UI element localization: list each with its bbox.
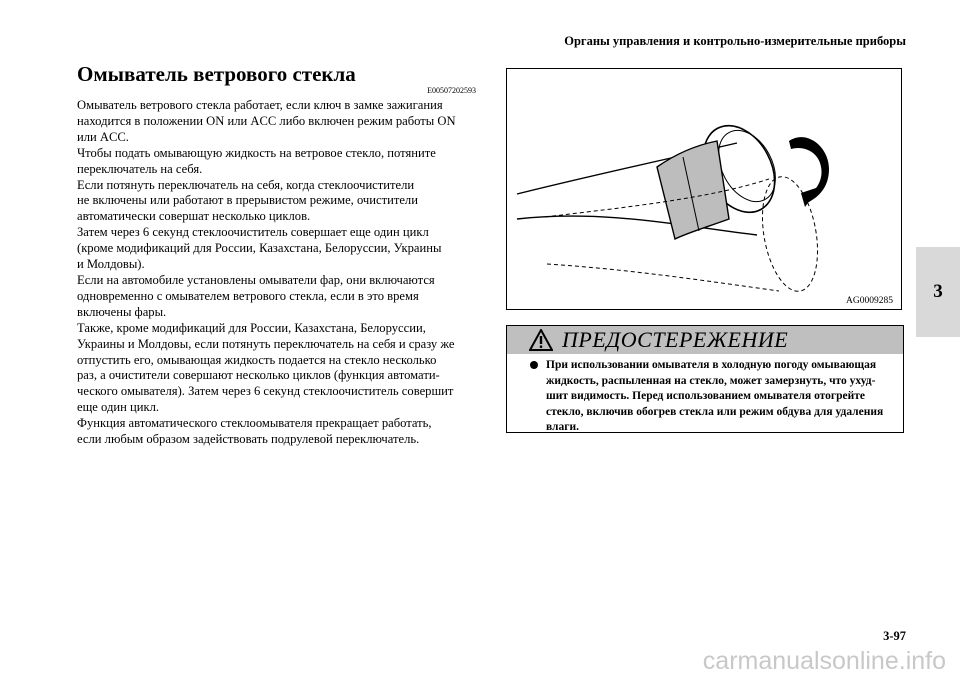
body-line: Украины и Молдовы, если потянуть переключатель на себя и сразу же	[77, 336, 455, 351]
body-line: ческого омывателя). Затем через 6 секунд стеклоочиститель совершит	[77, 384, 454, 399]
chapter-number: 3	[933, 281, 943, 302]
body-line: или ACC.	[77, 129, 129, 144]
bullet-icon	[530, 361, 538, 369]
body-line: еще один цикл.	[77, 400, 160, 415]
warning-line: При использовании омывателя в холодную погоду омывающая	[546, 359, 877, 371]
page-number: 3-97	[883, 629, 906, 643]
body-line: Также, кроме модификаций для России, Казахстана, Белоруссии,	[77, 320, 426, 335]
body-line: Затем через 6 секунд стеклоочиститель совершает еще один цикл	[77, 225, 429, 240]
body-line: включены фары.	[77, 304, 167, 319]
body-line: одновременно с омывателем ветрового стекла, если в это время	[77, 288, 419, 303]
body-line: Если потянуть переключатель на себя, когда стеклоочистители	[77, 177, 415, 192]
warning-line: шит видимость. Перед использованием омывателя отогрейте	[546, 390, 866, 403]
body-line: раз, а очистители совершают несколько циклов (функция автомати-	[77, 368, 440, 383]
body-line: не включены или работают в прерывистом режиме, очистители	[77, 193, 418, 208]
section-header: Органы управления и контрольно-измерительные приборы	[564, 34, 906, 48]
wiper-lever-figure	[506, 68, 902, 310]
body-line: (кроме модификаций для России, Казахстана, Белоруссии, Украины	[77, 241, 442, 256]
body-line: и Молдовы).	[77, 257, 145, 272]
chapter-tab	[916, 247, 960, 337]
warning-title: ПРЕДОСТЕРЕЖЕНИЕ	[562, 327, 789, 352]
body-line: Если на автомобиле установлены омыватели фар, они включаются	[77, 272, 435, 287]
body-line: если любым образом задействовать подрулевой переключатель.	[77, 432, 420, 447]
body-line: переключатель на себя.	[77, 161, 203, 176]
body-line: отпустить его, омывающая жидкость подается на стекло несколько	[77, 352, 437, 367]
article-title: Омыватель ветрового стекла	[77, 62, 356, 86]
body-line: Функция автоматического стеклоомывателя прекращает работать,	[77, 416, 432, 431]
warning-line: влаги.	[546, 421, 579, 434]
body-line: автоматически совершат несколько циклов.	[77, 209, 311, 224]
warning-triangle-icon	[529, 329, 553, 351]
wiper-lever-pull-illustration	[507, 69, 903, 311]
warning-box	[506, 325, 904, 433]
body-line: находится в положении ON или ACC либо включен режим работы ON	[77, 113, 456, 128]
body-line: Чтобы подать омывающую жидкость на ветровое стекло, потяните	[77, 145, 436, 160]
body-line: Омыватель ветрового стекла работает, если ключ в замке зажигания	[77, 98, 443, 112]
warning-header	[507, 326, 903, 354]
warning-line: жидкость, распыленная на стекло, может замерзнуть, что ухуд-	[546, 374, 876, 387]
watermark: carmanualsonline.info	[702, 647, 946, 675]
article-code: E00507202593	[427, 86, 476, 95]
article-body	[77, 98, 479, 448]
warning-body	[507, 354, 903, 436]
figure-code: AG0009285	[846, 296, 893, 306]
warning-line: стекло, включив обогрев стекла или режим обдува для удаления	[546, 405, 884, 418]
